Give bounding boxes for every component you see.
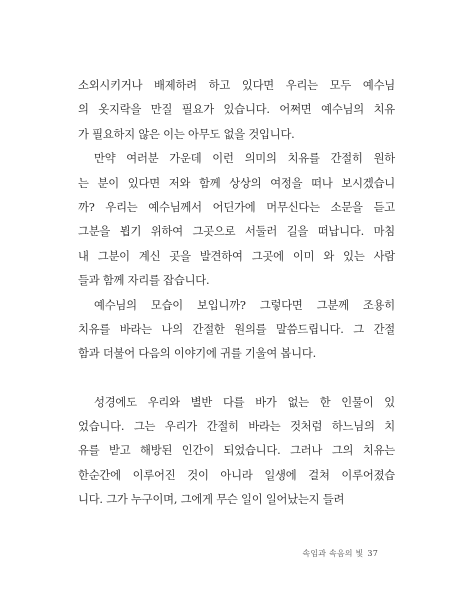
text-line: 었습니다. 그는 우리가 간절히 바라는 것처럼 하느님의 치	[78, 420, 395, 434]
text-line: 니다. 그가 누구이며, 그에게 무슨 일이 일어났는지 들려	[78, 493, 345, 507]
text-line: 예수님의 모습이 보입니까? 그렇다면 그분께 조용히	[94, 298, 395, 312]
text-line: 소외시키거나 배제하려 하고 있다면 우리는 모두 예수님	[78, 79, 395, 92]
text-line: 까? 우리는 예수님께서 어딘가에 머무신다는 소문을 듣고	[78, 200, 395, 214]
page-number: 37	[367, 549, 378, 558]
text-line: 만약 여러분 가운데 이런 의미의 치유를 간절히 원하	[94, 152, 395, 166]
paragraph	[78, 391, 395, 513]
text-line: 가 필요하지 않은 이는 아무도 없을 것입니다.	[78, 127, 295, 141]
paragraph	[78, 294, 395, 367]
page-footer	[302, 548, 378, 559]
text-line: 는 분이 있다면 저와 함께 상상의 여정을 떠나 보시겠습니	[78, 176, 395, 190]
text-line: 내 그분이 계신 곳을 발견하여 그곳에 이미 와 있는 사람	[78, 249, 395, 263]
text-line: 그분을 뵙기 위하여 그곳으로 서둘러 길을 떠납니다. 마침	[78, 225, 395, 239]
running-title: 속임과 속음의 빛	[302, 549, 364, 558]
text-line: 한순간에 이루어진 것이 아니라 일생에 걸쳐 이루어졌습	[78, 468, 395, 482]
body-text	[78, 74, 395, 513]
text-line: 치유를 바라는 나의 간절한 원의를 말씀드립니다. 그 간절	[78, 322, 395, 336]
text-line: 성경에도 우리와 별반 다를 바가 없는 한 인물이 있	[94, 395, 395, 409]
paragraph-gap	[78, 367, 395, 391]
text-line: 함과 더불어 다음의 이야기에 귀를 기울여 봅니다.	[78, 347, 316, 361]
text-line: 의 옷지락을 만질 필요가 있습니다. 어쩌면 예수님의 치유	[78, 103, 395, 117]
paragraph	[78, 147, 395, 293]
text-line: 들과 함께 자리를 잡습니다.	[78, 274, 210, 288]
paragraph	[78, 74, 395, 147]
text-line: 유를 받고 해방된 인간이 되었습니다. 그러나 그의 치유는	[78, 444, 395, 458]
